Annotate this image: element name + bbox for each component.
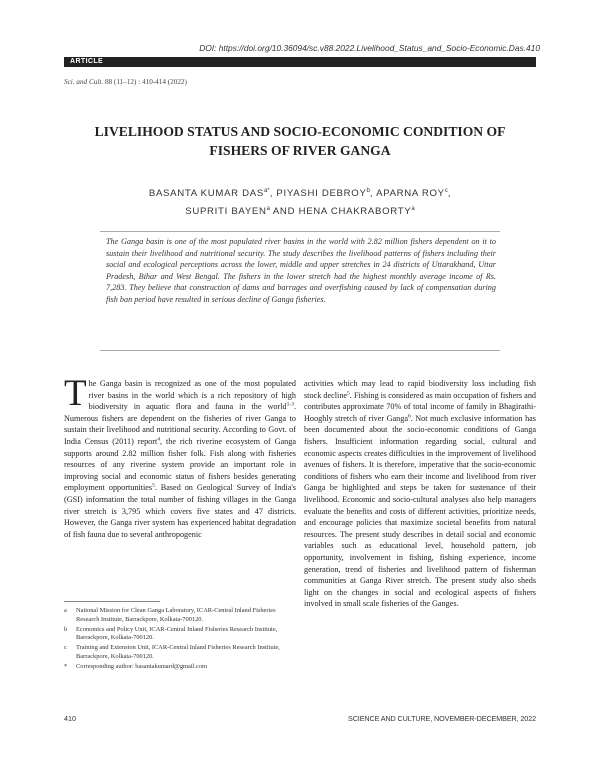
footnote-item (64, 663, 290, 672)
body-column-left (64, 373, 296, 540)
footnote-divider (64, 601, 160, 602)
reference-sup: 4 (157, 436, 161, 443)
running-footer: SCIENCE AND CULTURE, NOVEMBER-DECEMBER, 2022 (348, 714, 536, 723)
author-line-1 (64, 184, 536, 202)
section-tag: ARTICLE (64, 57, 536, 67)
body-text: activities which may lead to rapid biodiversity loss including fish stock decline (304, 379, 536, 400)
reference-sup: 1-3 (286, 401, 294, 408)
footnote-mark: * (64, 663, 68, 671)
reference-sup: 5 (347, 389, 350, 396)
article-title-line-2: FISHERS OF RIVER GANGA (209, 143, 391, 158)
article-title-line-1: LIVELIHOOD STATUS AND SOCIO-ECONOMIC CONDITION OF (94, 124, 506, 139)
footnote-text: Corresponding author: basantakumard@gmail.com (76, 663, 208, 671)
author-name: PIYASHI DEBROY (276, 188, 367, 200)
article-title (64, 122, 536, 160)
abstract-text: The Ganga basin is one of the most populated river basins in the world with 2.82 million fishers dependent on it to sustain their livelihood and nutritional security. The study describes the livelihood patterns of fishers including their social and ecological perceptions across the lower, middle and upper stretches in 24 districts of Uttarakhand, Uttar Pradesh, Bihar and West Bengal. The fishers in the lower stretch had the highest monthly average income of Rs. 7,283. They believe that construction of dams and barrages and overfishing caused by lack of compensation during fish ban period have resulted in serious decline of Ganga fisheries. (106, 237, 496, 304)
citation-line (64, 78, 187, 86)
author-separator: , (369, 188, 377, 200)
body-text: , the rich riverine ecosystem of Ganga supports around 2.82 million fisher folk. Fish along with fisheries resources of any riverine system provide an important role in improving social and economic status of fishers besides generating employment opportunities (64, 436, 296, 493)
footnote-text: Training and Extension Unit, ICAR-Central Inland Fisheries Research Institute, Barrackpore, Kolkata-700120. (76, 644, 280, 660)
footnote-item (64, 607, 290, 624)
author-name: HENA CHAKRABORTY (298, 205, 412, 217)
author-affiliation: c (444, 188, 448, 194)
footnote-mark: c (64, 644, 67, 652)
author-affiliation: a (411, 205, 415, 212)
author-separator: AND (270, 205, 299, 217)
footnote-text: National Mission for Clean Ganga Laboratory, ICAR-Central Inland Fisheries Research Institute, Barrackpore, Kolkata-700120. (76, 607, 276, 623)
footnote-mark: a (64, 607, 67, 614)
author-list (64, 184, 536, 219)
author-line-2 (64, 202, 536, 220)
body-paragraph (304, 378, 536, 610)
body-text: . Fishing is considered as main occupation of fishers and contributes approximate 70% of total income of family in Bhagirathi-Hooghly stretch of river Ganga (304, 390, 537, 423)
author-affiliation: a* (264, 188, 270, 194)
reference-sup: 6 (407, 413, 411, 420)
footnotes (64, 607, 290, 673)
author-separator: , (447, 188, 452, 200)
drop-cap: T (64, 373, 87, 414)
page-number: 410 (64, 714, 76, 723)
body-column-right (304, 378, 536, 610)
author-affiliation: a (266, 205, 270, 212)
body-paragraph (64, 373, 296, 540)
footnote-item (64, 644, 290, 661)
citation-journal: Sci. and Cult. (64, 78, 104, 86)
body-text: . Numerous fishers are dependent on the fisheries of river Ganga to sustain their livelihood and nutritional security. According to Govt. of India Census (2011) report (64, 402, 296, 446)
body-text: . Not much exclusive information has been documented about the socio-economic conditions of Ganga fishers. Insufficient information regarding social, cultural and economic aspects creates difficulties in the improvement of livelihood avenues of fishers. It is therefore, imperative that the socio-economic conditions of fishers who earn their income and livelihood from river Ganga be highlighted and steps be taken for sustenance of their livelihood. Economic and socio-cultural analyses also help managers evaluate the benefits and costs of different activities, prioritize needs, and encourage policies that maximize societal benefits from natural resources. The present study describes in detail social and economic variables such as educational level, household pattern, job opportunity, involvement in fishing, fishing experience, income generation, trend of fisheries and livelihood pattern of fisherman communities at Ganga River stretch. The present study also sheds light on the changes in social and ecological aspects of fishers involved in small scale fisheries of the Ganges. (304, 413, 536, 609)
author-name: BASANTA KUMAR DAS (148, 188, 265, 200)
body-text: he Ganga basin is recognized as one of the most populated river basins in the world which is a rich repository of high biodiversity in aquatic flora and fauna in the world (88, 379, 296, 412)
footnote-text: Economics and Policy Unit, ICAR-Central Inland Fisheries Research Institute, Barrackpore, Kolkata-700120. (76, 625, 278, 642)
citation-details: 88 (11–12) : 410-414 (2022) (104, 78, 187, 86)
reference-sup: 5 (152, 482, 155, 489)
author-separator: , (269, 188, 277, 200)
author-name: SUPRITI BAYEN (185, 205, 267, 217)
footnote-mark: b (64, 625, 68, 633)
body-text: . Based on Geological Survey of India's (GSI) information the total number of fishing villages in the Ganga river stretch is 3,795 which covers five states and 47 districts. However, the Ganga river system has experienced habitat degradation of fish fauna due to several anthropogenic (64, 483, 296, 539)
doi-line[interactable]: DOI: https://doi.org/10.36094/sc.v88.2022.Livelihood_Status_and_Socio-Economic.Das.410 (199, 43, 540, 53)
footnote-item (64, 626, 290, 643)
author-affiliation: b (366, 188, 370, 194)
author-name: APARNA ROY (376, 188, 445, 200)
